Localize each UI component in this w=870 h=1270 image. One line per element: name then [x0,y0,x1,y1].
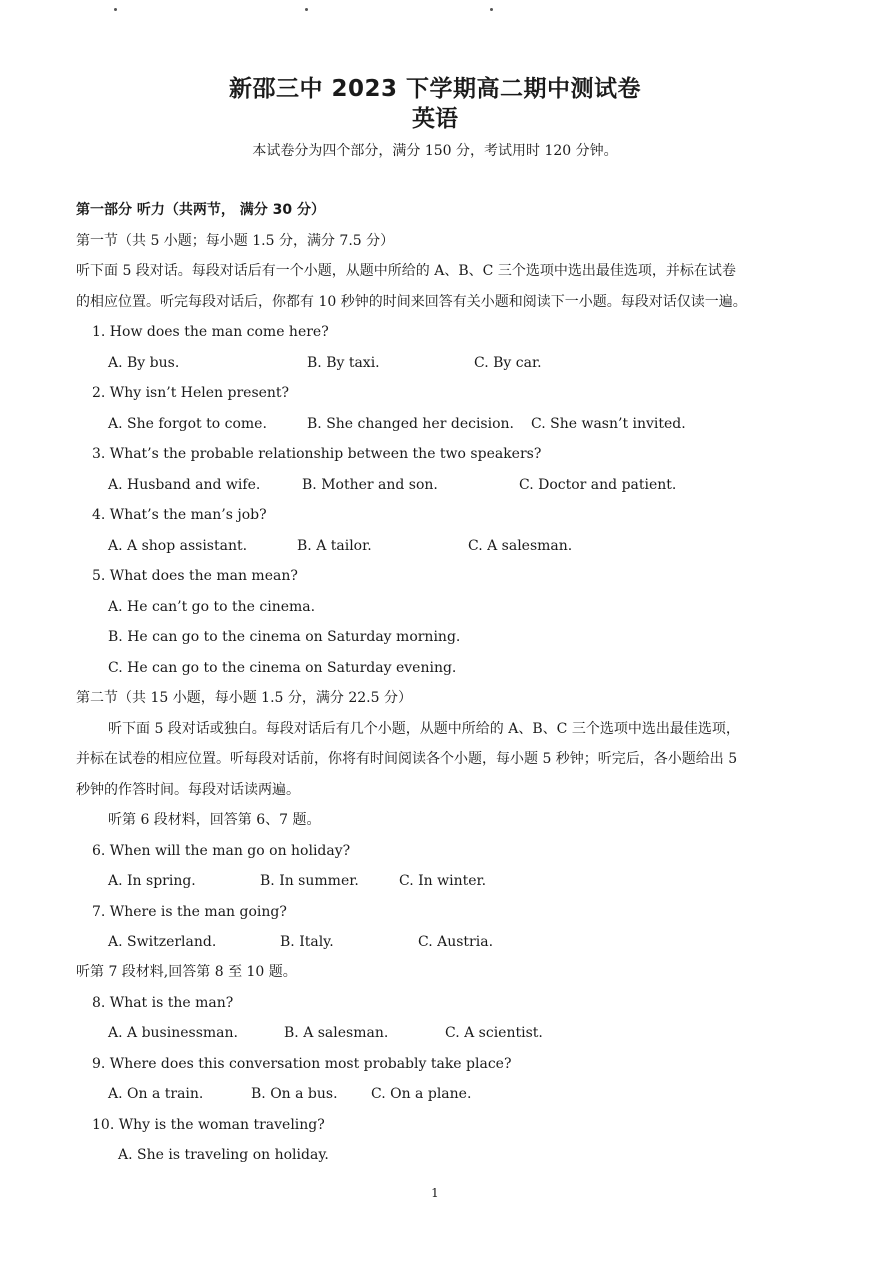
question-9-option-a: A. On a train. [108,1086,204,1102]
question-4-option-a: A. A shop assistant. [108,538,248,554]
question-7-option-b: B. Italy. [280,934,334,950]
question-8-option-b: B. A salesman. [284,1025,389,1041]
section1-instructions-line2: 的相应位置。听完每段对话后，你都有 10 秒钟的时间来回答有关小题和阅读下一小题。每段对话仅读一遍。 [76,294,747,310]
question-3: 3. What’s the probable relationship between the two speakers? [92,446,542,462]
question-1-option-b: B. By taxi. [307,355,380,371]
section1-heading: 第一节（共 5 小题；每小题 1.5 分，满分 7.5 分） [76,233,395,249]
part1-heading: 第一部分 听力（共两节， 满分 30 分） [76,202,325,218]
question-9: 9. Where does this conversation most probably take place? [92,1056,512,1072]
question-5-option-c: C. He can go to the cinema on Saturday evening. [108,660,457,676]
question-1-option-c: C. By car. [474,355,542,371]
question-2-option-b: B. She changed her decision. [307,416,514,432]
question-6-option-b: B. In summer. [260,873,359,889]
scan-speck [490,8,493,11]
question-5-option-a: A. He can’t go to the cinema. [108,599,316,615]
question-5-option-b: B. He can go to the cinema on Saturday morning. [108,629,461,645]
question-9-option-b: B. On a bus. [251,1086,338,1102]
section2-instructions-line2: 并标在试卷的相应位置。听每段对话前，你将有时间阅读各个小题，每小题 5 秒钟；听完后，各小题给出 5 [76,751,738,767]
exam-subject: 英语 [412,106,458,132]
question-8: 8. What is the man? [92,995,234,1011]
material-7-label: 听第 7 段材料,回答第 8 至 10 题。 [76,964,297,980]
question-9-option-c: C. On a plane. [371,1086,472,1102]
question-3-option-a: A. Husband and wife. [108,477,261,493]
question-5: 5. What does the man mean? [92,568,298,584]
section2-heading: 第二节（共 15 小题，每小题 1.5 分，满分 22.5 分） [76,690,412,706]
question-8-option-a: A. A businessman. [108,1025,238,1041]
question-7-option-c: C. Austria. [418,934,494,950]
question-7: 7. Where is the man going? [92,904,287,920]
question-7-option-a: A. Switzerland. [108,934,217,950]
exam-intro: 本试卷分为四个部分，满分 150 分，考试用时 120 分钟。 [252,143,618,159]
question-4-option-c: C. A salesman. [468,538,573,554]
question-1-option-a: A. By bus. [108,355,180,371]
question-2: 2. Why isn’t Helen present? [92,385,290,401]
material-6-label: 听第 6 段材料，回答第 6、7 题。 [108,812,321,828]
question-10: 10. Why is the woman traveling? [92,1117,325,1133]
section1-instructions-line1: 听下面 5 段对话。每段对话后有一个小题，从题中所给的 A、B、C 三个选项中选出最佳选项，并标在试卷 [76,263,736,279]
question-3-option-c: C. Doctor and patient. [519,477,677,493]
question-2-option-a: A. She forgot to come. [108,416,267,432]
question-1: 1. How does the man come here? [92,324,329,340]
section2-instructions-line1: 听下面 5 段对话或独白。每段对话后有几个小题，从题中所给的 A、B、C 三个选项中选出最佳选项， [108,721,740,737]
question-8-option-c: C. A scientist. [445,1025,543,1041]
question-4-option-b: B. A tailor. [297,538,372,554]
question-6: 6. When will the man go on holiday? [92,843,351,859]
section2-instructions-line3: 秒钟的作答时间。每段对话读两遍。 [76,782,300,798]
scan-speck [114,8,117,11]
exam-title: 新邵三中 2023 下学期高二期中测试卷 [228,76,642,102]
question-3-option-b: B. Mother and son. [302,477,438,493]
page-number: 1 [431,1186,439,1200]
question-6-option-c: C. In winter. [399,873,487,889]
question-2-option-c: C. She wasn’t invited. [531,416,686,432]
question-10-option-a: A. She is traveling on holiday. [118,1147,329,1163]
question-4: 4. What’s the man’s job? [92,507,267,523]
question-6-option-a: A. In spring. [108,873,196,889]
scan-speck [305,8,308,11]
